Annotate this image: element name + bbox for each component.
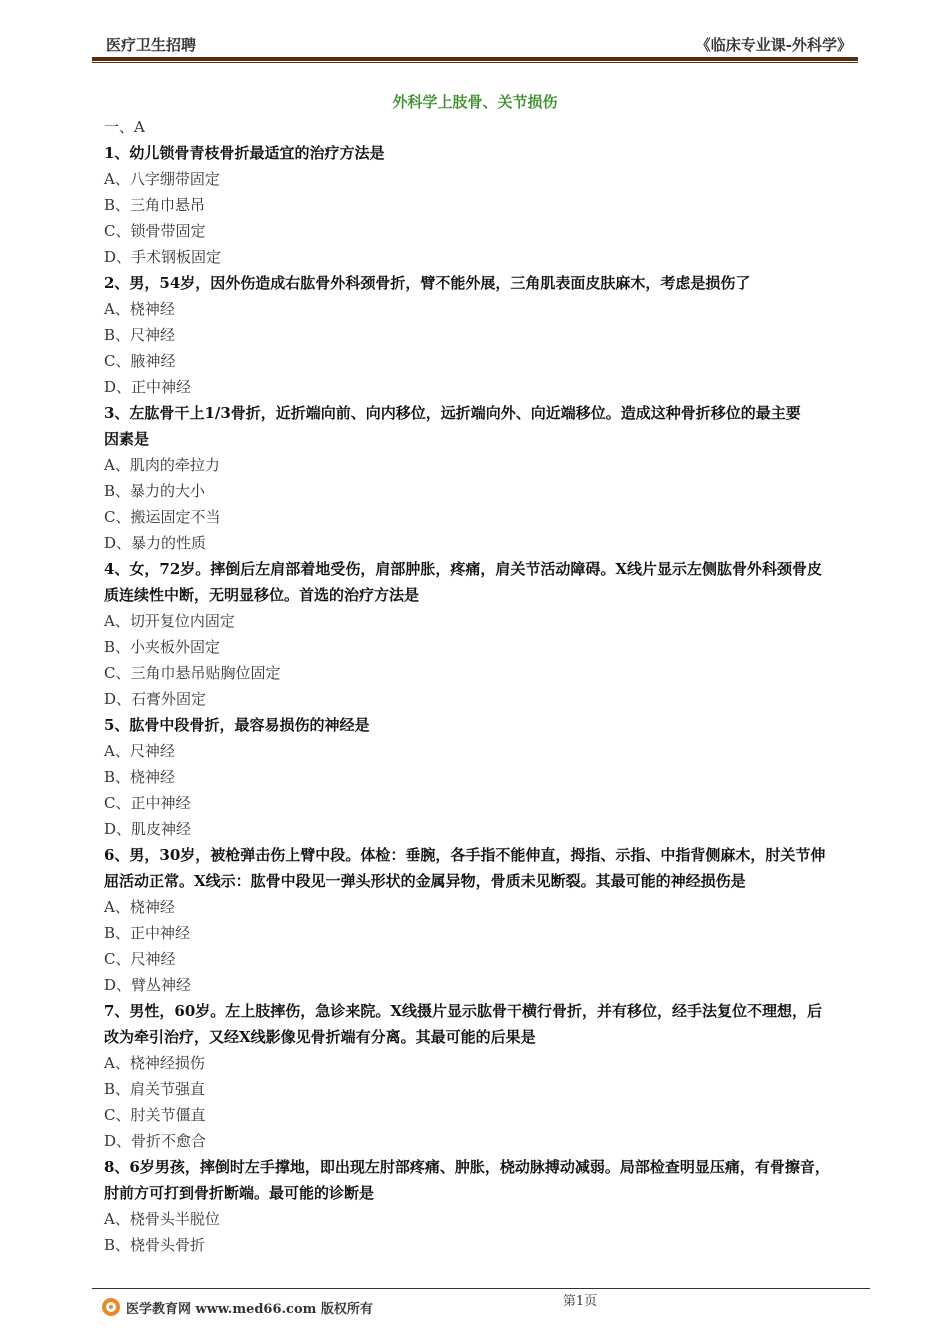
question-text: 5、肱骨中段骨折，最容易损伤的神经是 — [104, 716, 370, 734]
answer-option: A、切开复位内固定 — [104, 612, 235, 630]
answer-option: A、桡神经 — [104, 898, 175, 916]
question-text: 肘前方可打到骨折断端。最可能的诊断是 — [104, 1184, 375, 1202]
answer-option: B、三角巾悬吊 — [104, 196, 206, 214]
answer-option: A、八字绷带固定 — [104, 170, 220, 188]
answer-option: B、暴力的大小 — [104, 482, 206, 500]
question-text: 3、左肱骨干上1/3骨折，近折端向前、向内移位，远折端向外、向近端移位。造成这种骨折移位的最主要 — [104, 404, 801, 422]
section-heading: 一、A — [104, 118, 145, 136]
answer-option: D、骨折不愈合 — [104, 1132, 207, 1150]
answer-option: C、肘关节僵直 — [104, 1106, 206, 1124]
header-rule — [92, 57, 858, 61]
answer-option: C、锁骨带固定 — [104, 222, 206, 240]
answer-option: D、臂丛神经 — [104, 976, 192, 994]
answer-option: C、三角巾悬吊贴胸位固定 — [104, 664, 281, 682]
answer-option: A、肌肉的牵拉力 — [104, 456, 220, 474]
page-number: 第1页 — [562, 1294, 598, 1309]
document-title: 外科学上肢骨、关节损伤 — [392, 93, 558, 111]
answer-option: C、搬运固定不当 — [104, 508, 221, 526]
answer-option: D、手术钢板固定 — [104, 248, 222, 266]
question-text: 7、男性，60岁。左上肢摔伤，急诊来院。X线摄片显示肱骨干横行骨折，并有移位，经手法复位不理想，后 — [104, 1002, 822, 1020]
answer-option: D、正中神经 — [104, 378, 192, 396]
answer-option: B、桡骨头骨折 — [104, 1236, 206, 1254]
answer-option: B、肩关节强直 — [104, 1080, 206, 1098]
answer-option: D、肌皮神经 — [104, 820, 192, 838]
question-text: 质连续性中断，无明显移位。首选的治疗方法是 — [104, 586, 420, 604]
footer-brand — [102, 1296, 373, 1318]
question-text: 8、6岁男孩，摔倒时左手撑地，即出现左肘部疼痛、肿胀，桡动脉搏动减弱。局部检查明显压痛，有骨擦音， — [104, 1158, 830, 1176]
question-text: 因素是 — [104, 430, 150, 448]
question-list — [104, 114, 864, 1258]
footer-brand-text: 医学教育网 www.med66.com 版权所有 — [126, 1301, 373, 1317]
question-text: 屈活动正常。X线示：肱骨中段见一弹头形状的金属异物，骨质未见断裂。其最可能的神经损伤是 — [104, 872, 746, 890]
question-text: 1、幼儿锁骨青枝骨折最适宜的治疗方法是 — [104, 144, 385, 162]
answer-option: B、尺神经 — [104, 326, 176, 344]
med66-logo-icon — [102, 1298, 120, 1316]
page-header — [92, 30, 852, 58]
answer-option: B、正中神经 — [104, 924, 191, 942]
answer-option: B、桡神经 — [104, 768, 176, 786]
header-right-text: 《临床专业课-外科学》 — [695, 36, 852, 54]
answer-option: A、桡神经损伤 — [104, 1054, 205, 1072]
answer-option: A、桡神经 — [104, 300, 175, 318]
header-left-text: 医疗卫生招聘 — [106, 36, 197, 54]
header-rule-thin — [92, 62, 858, 63]
answer-option: C、腋神经 — [104, 352, 176, 370]
answer-option: A、桡骨头半脱位 — [104, 1210, 220, 1228]
question-text: 4、女，72岁。摔倒后左肩部着地受伤，肩部肿胀，疼痛，肩关节活动障碍。X线片显示左侧肱骨外科颈骨皮 — [104, 560, 822, 578]
question-text: 改为牵引治疗，又经X线影像见骨折端有分离。其最可能的后果是 — [104, 1028, 536, 1046]
answer-option: B、小夹板外固定 — [104, 638, 221, 656]
question-text: 2、男，54岁，因外伤造成右肱骨外科颈骨折，臂不能外展，三角肌表面皮肤麻木，考虑是损伤了 — [104, 274, 751, 292]
footer-rule — [92, 1288, 870, 1289]
answer-option: D、石膏外固定 — [104, 690, 207, 708]
answer-option: A、尺神经 — [104, 742, 175, 760]
answer-option: C、尺神经 — [104, 950, 176, 968]
answer-option: C、正中神经 — [104, 794, 191, 812]
answer-option: D、暴力的性质 — [104, 534, 207, 552]
question-text: 6、男，30岁，被枪弹击伤上臂中段。体检：垂腕，各手指不能伸直，拇指、示指、中指背侧麻木，肘关节伸 — [104, 846, 826, 864]
